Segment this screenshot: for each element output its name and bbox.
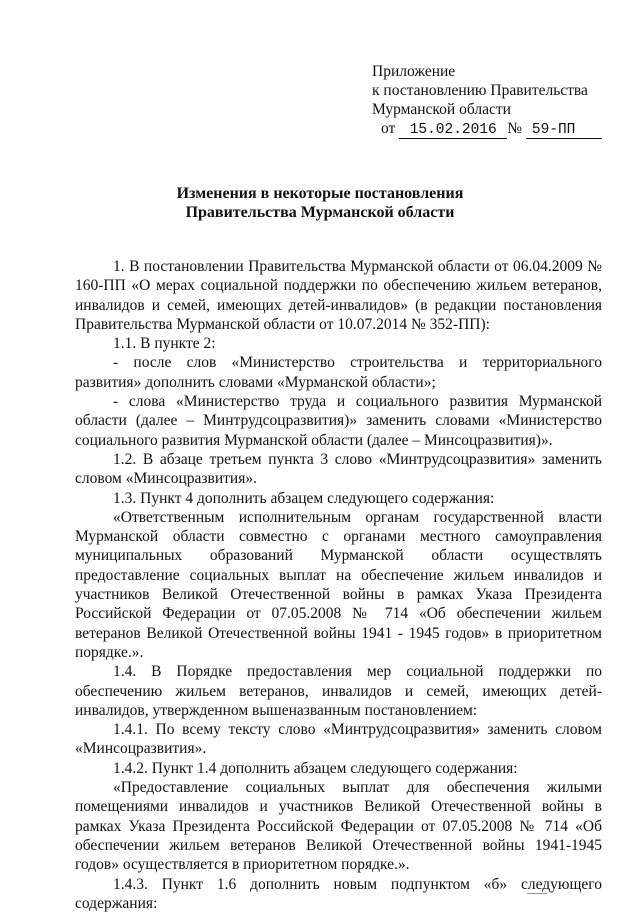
paragraph-1: 1. В постановлении Правительства Мурманской области от 06.04.2009 № 160-ПП «О мерах социальной поддержки по обеспечению жильем ветеранов, инвалидов и семей, имеющих детей-инвалидов» (в редакции постановления Правительства Мурманской области от 10.07.2014 № 352-ПП): bbox=[75, 257, 602, 334]
document-title bbox=[0, 184, 640, 222]
paragraph-1-4-2-quote: «Предоставление социальных выплат для обеспечения жилыми помещениями инвалидов и участников Великой Отечественной войны в рамках Указа Президента Российской Федерации от 07.05.2008 № 714 «Об обеспечении жильем ветеранов Великой Отечественной войны 1941-1945 годов» осуществляется в приоритетном порядке.». bbox=[75, 778, 602, 874]
title-line-1: Изменения в некоторые постановления bbox=[0, 184, 640, 203]
paragraph-1-1-b: - слова «Министерство труда и социального развития Мурманской области (далее – Минтрудсоцразвития)» заменить словами «Министерство социального развития Мурманской области (далее – Минсоцразвития)». bbox=[75, 392, 602, 450]
paragraph-1-4-2: 1.4.2. Пункт 1.4 дополнить абзацем следующего содержания: bbox=[75, 759, 602, 778]
from-label: от bbox=[381, 120, 395, 137]
paragraph-1-3-quote: «Ответственным исполнительным органам государственной власти Мурманской области совместно с органами местного самоуправления муниципальных образований Мурманской области осуществлять предоставление социальных выплат на обеспечение жильем инвалидов и участников Великой Отечественной войны в рамках Указа Президента Российской Федерации от 07.05.2008 № 714 «Об обеспечении жильем ветеранов Великой Отечественной войны 1941 - 1945 годов» в приоритетном порядке.». bbox=[75, 508, 602, 662]
appendix-date-number-line bbox=[372, 119, 622, 139]
appendix-region: Мурманской области bbox=[372, 100, 622, 119]
number-label: № bbox=[507, 120, 522, 137]
appendix-block bbox=[372, 62, 622, 139]
paragraph-1-1: 1.1. В пункте 2: bbox=[75, 334, 602, 353]
document-body bbox=[75, 257, 602, 913]
paragraph-1-4: 1.4. В Порядке предоставления мер социальной поддержки по обеспечению жильем ветеранов, инвалидов и семей, имеющих детей-инвалидов, утвержденном вышеназванным постановлением: bbox=[75, 662, 602, 720]
resolution-number: 59-ПП bbox=[526, 122, 602, 139]
appendix-resolution-ref: к постановлению Правительства bbox=[372, 81, 622, 100]
paragraph-1-4-3: 1.4.3. Пункт 1.6 дополнить новым подпунктом «б» следующего содержания: bbox=[75, 875, 602, 913]
title-line-2: Правительства Мурманской области bbox=[0, 203, 640, 222]
paragraph-1-2: 1.2. В абзаце третьем пункта 3 слово «Минтрудсоцразвития» заменить словом «Минсоцразвития». bbox=[75, 450, 602, 489]
paragraph-1-3: 1.3. Пункт 4 дополнить абзацем следующего содержания: bbox=[75, 489, 602, 508]
appendix-label: Приложение bbox=[372, 62, 622, 81]
page-edge-mark bbox=[527, 893, 547, 894]
paragraph-1-1-a: - после слов «Министерство строительства и территориального развития» дополнить словами «Мурманской области»; bbox=[75, 353, 602, 392]
resolution-date: 15.02.2016 bbox=[399, 122, 507, 139]
paragraph-1-4-1: 1.4.1. По всему тексту слово «Минтрудсоцразвития» заменить словом «Минсоцразвития». bbox=[75, 720, 602, 759]
